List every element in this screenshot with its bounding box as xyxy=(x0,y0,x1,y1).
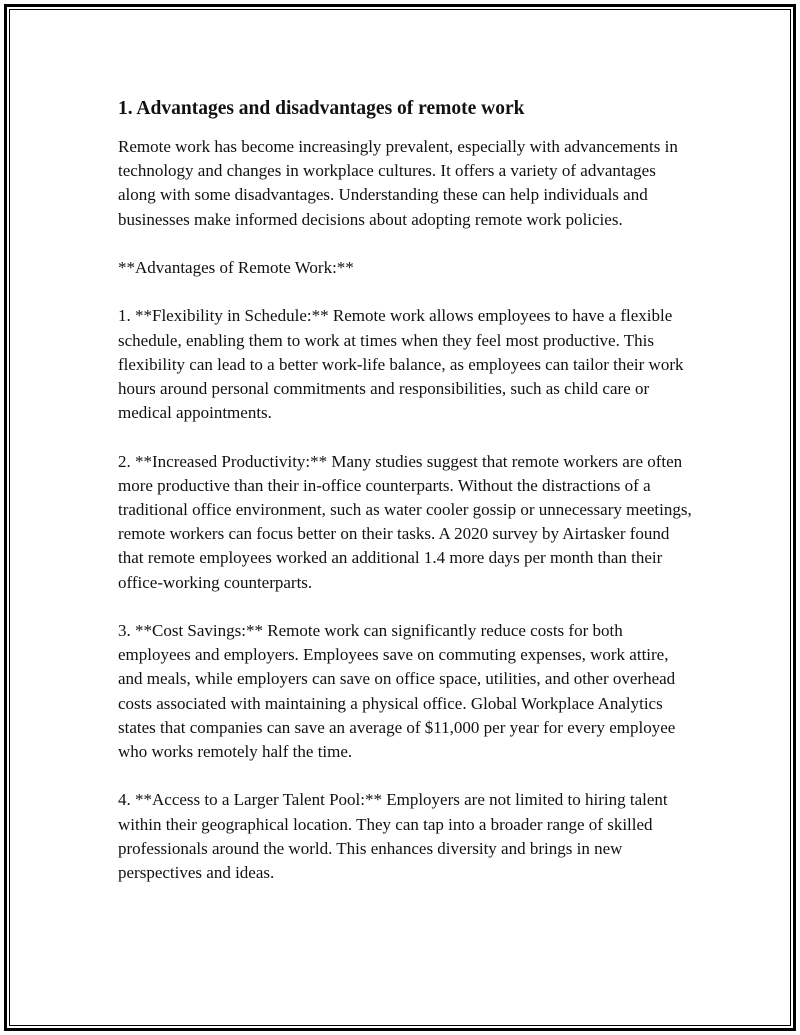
paragraph-cost-savings: 3. **Cost Savings:** Remote work can significantly reduce costs for both employees and employers. Employees save on commuting expenses, work attire, and meals, while employers can save on office space, utilities, and other overhead costs associated with maintaining a physical office. Global Workplace Analytics states that companies can save an average of $11,000 per year for every employee who works remotely half the time. xyxy=(118,621,676,762)
paragraph-flexibility: 1. **Flexibility in Schedule:** Remote work allows employees to have a flexible schedule, enabling them to work at times when they feel most productive. This flexibility can lead to a better work-life balance, as employees can tailor their work hours around personal commitments and responsibilities, such as child care or medical appointments. xyxy=(118,306,684,423)
section-heading: 1. Advantages and disadvantages of remote work xyxy=(118,98,525,119)
paragraph-productivity: 2. **Increased Productivity:** Many studies suggest that remote workers are often more productive than their in-office counterparts. Without the distractions of a traditional office environment, such as water cooler gossip or unnecessary meetings, remote workers can focus better on their tasks. A 2020 survey by Airtasker found that remote employees worked an additional 1.4 more days per month than their office-working counterparts. xyxy=(118,451,692,592)
advantages-heading: **Advantages of Remote Work:** xyxy=(118,258,354,277)
page-frame xyxy=(4,4,796,1031)
intro-paragraph: Remote work has become increasingly prevalent, especially with advancements in technology and changes in workplace cultures. It offers a variety of advantages along with some disadvantages. Understanding these can help individuals and businesses make informed decisions about adopting remote work policies. xyxy=(118,137,678,229)
document-body xyxy=(118,95,693,909)
paragraph-talent-pool: 4. **Access to a Larger Talent Pool:** Employers are not limited to hiring talent within their geographical location. They can tap into a broader range of skilled professionals around the world. This enhances diversity and brings in new perspectives and ideas. xyxy=(118,790,668,883)
